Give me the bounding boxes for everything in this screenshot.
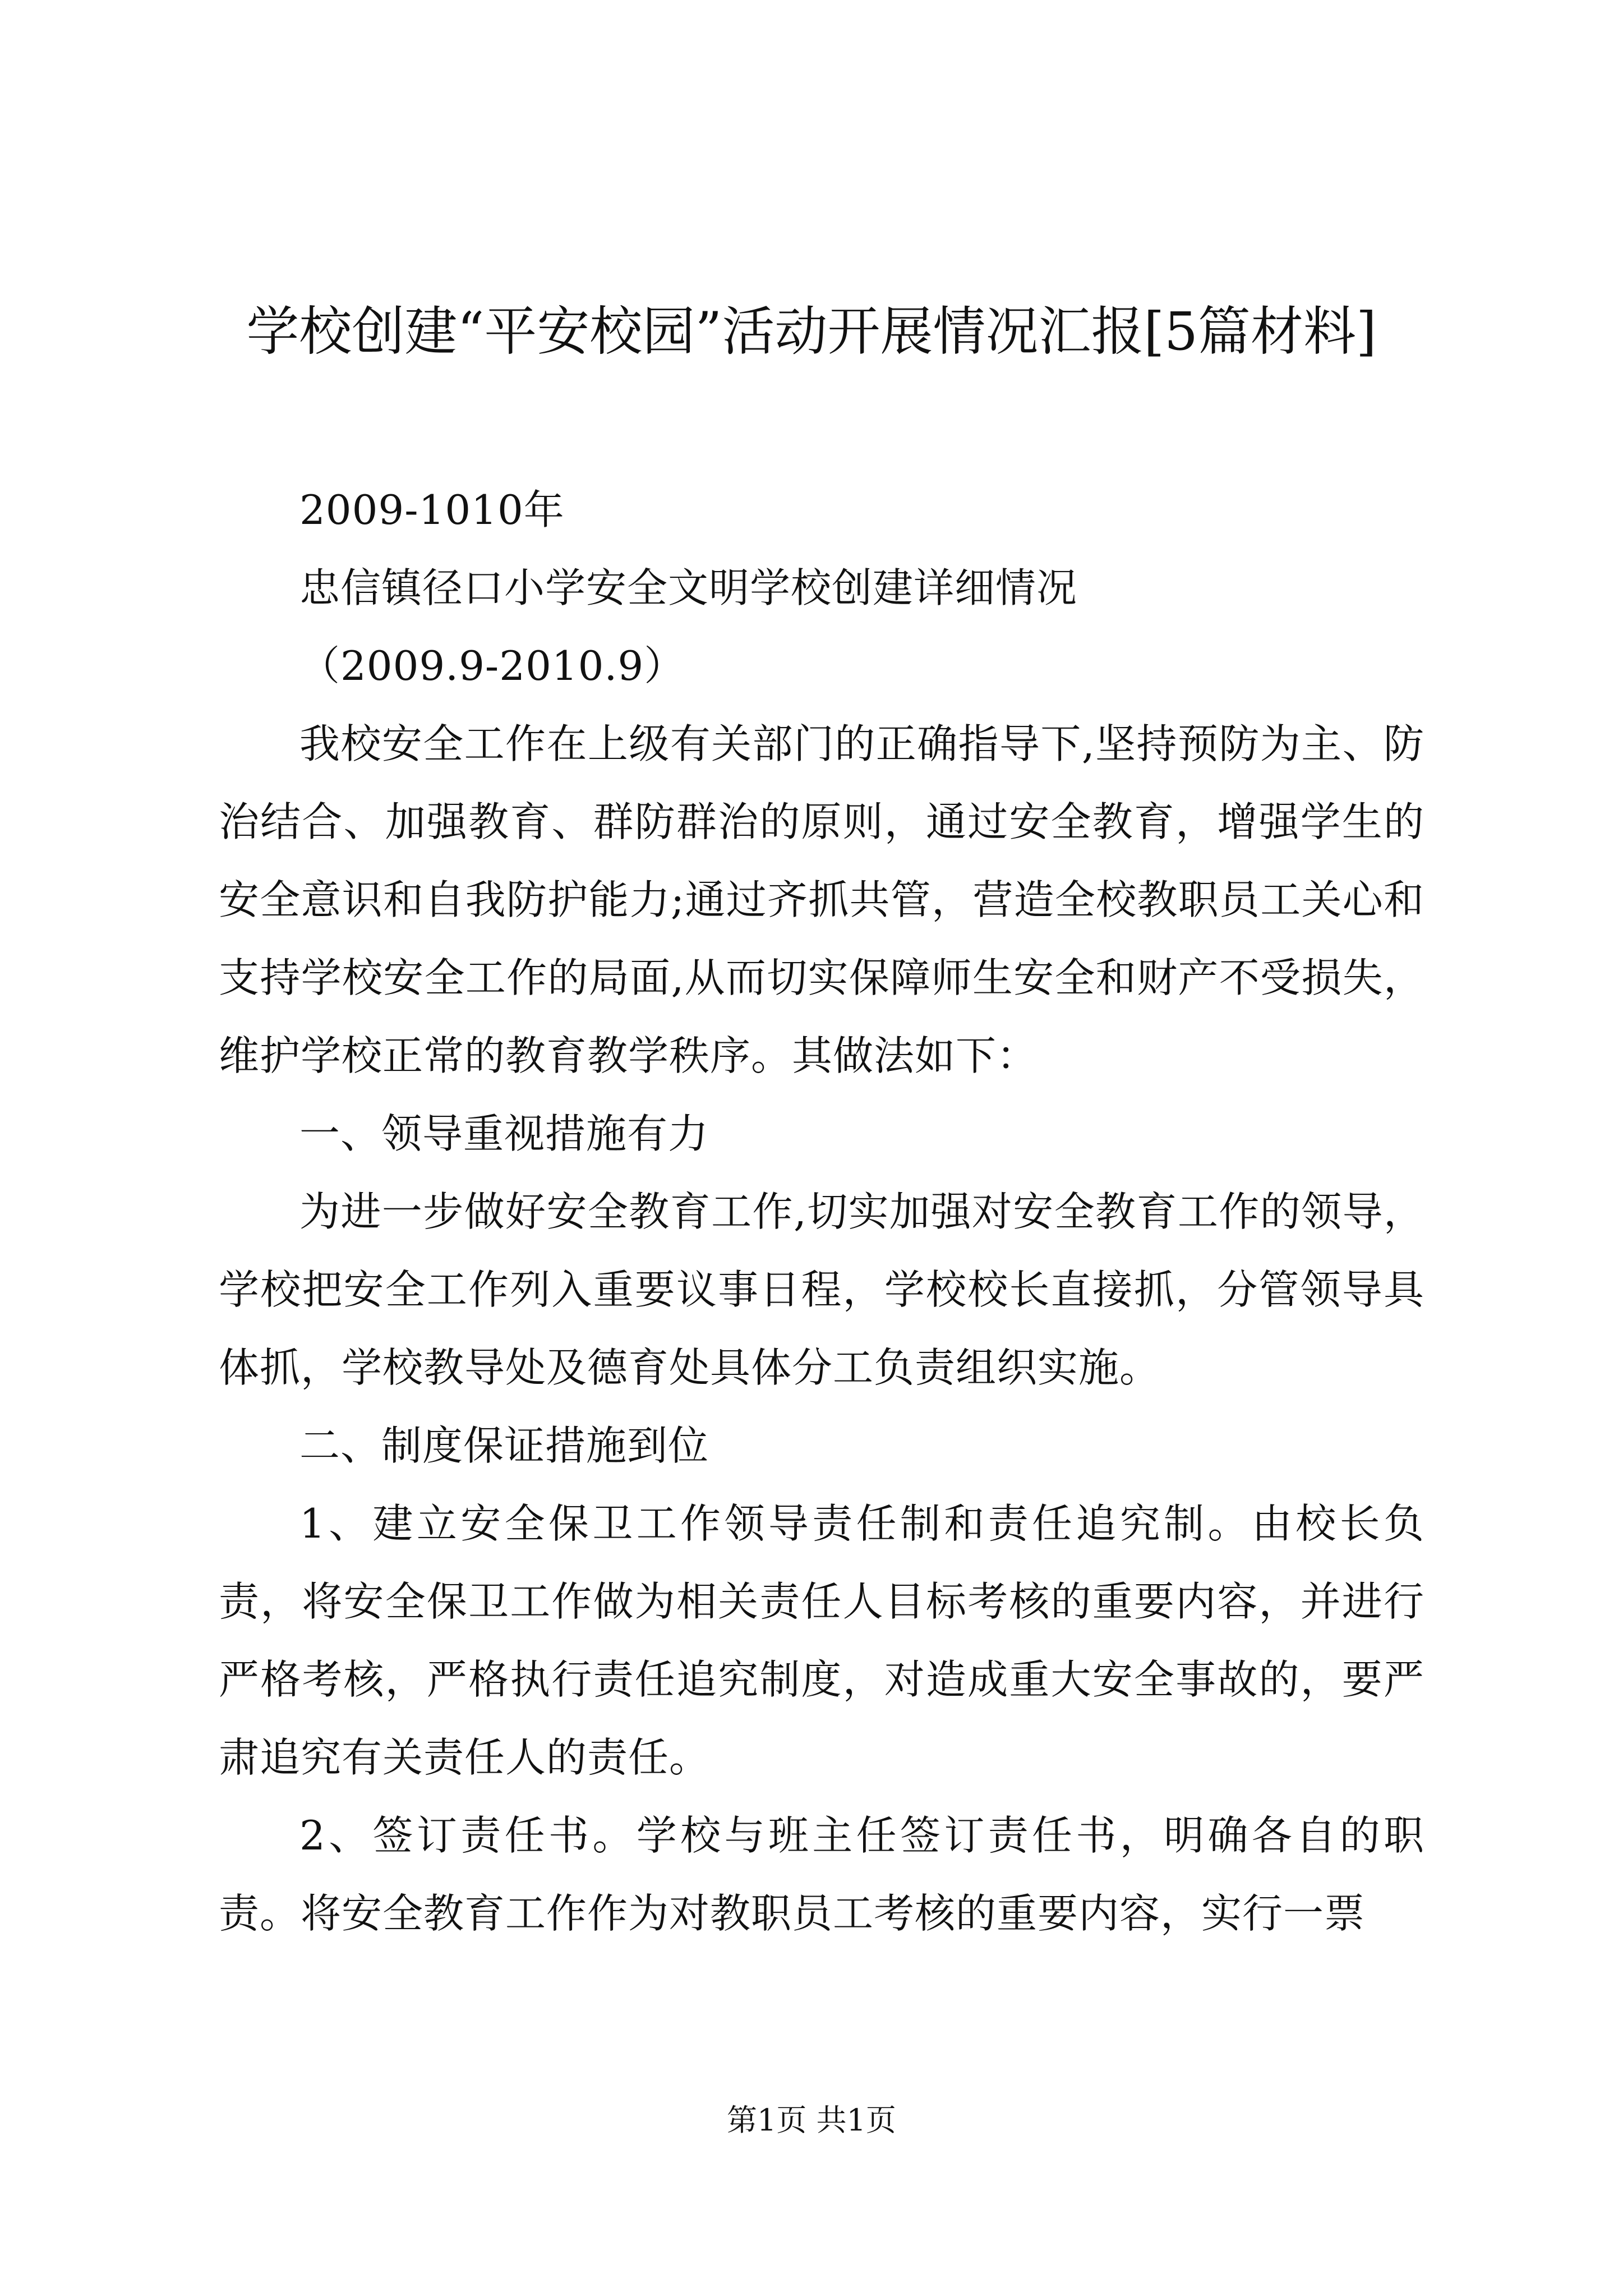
document-body (219, 471, 1424, 1953)
section-heading-2: 二、制度保证措施到位 (299, 1422, 709, 1469)
section-heading-1: 一、领导重视措施有力 (299, 1110, 709, 1157)
paragraph-item-2: 2、签订责任书。学校与班主任签订责任书，明确各自的职责。将安全教育工作作为对教职员工考核的重要内容，实行一票 (219, 1812, 1424, 1937)
document-title: 学校创建“平安校园”活动开展情况汇报[5篇材料] (246, 301, 1377, 362)
paragraph-school-name: 忠信镇径口小学安全文明学校创建详细情况 (299, 564, 1078, 611)
paragraph-item-1: 1、建立安全保卫工作领导责任制和责任追究制。由校长负责，将安全保卫工作做为相关责任人目标考核的重要内容，并进行严格考核，严格执行责任追究制度，对造成重大安全事故的，要严肃追究有关责任人的责任。 (219, 1500, 1424, 1781)
paragraph-section-1: 为进一步做好安全教育工作,切实加强对安全教育工作的领导，学校把安全工作列入重要议事日程，学校校长直接抓，分管领导具体抓，学校教导处及德育处具体分工负责组织实施。 (219, 1188, 1424, 1391)
paragraph-year: 2009-1010年 (299, 486, 565, 533)
paragraph-intro: 我校安全工作在上级有关部门的正确指导下,坚持预防为主、防治结合、加强教育、群防群治的原则，通过安全教育，增强学生的安全意识和自我防护能力;通过齐抓共管，营造全校教职员工关心和支持学校安全工作的局面,从而切实保障师生安全和财产不受损失，维护学校正常的教育教学秩序。其做法如下： (219, 720, 1424, 1079)
paragraph-date-range: （2009.9-2010.9） (299, 642, 685, 689)
page-footer: 第1页 共1页 (727, 2102, 896, 2138)
